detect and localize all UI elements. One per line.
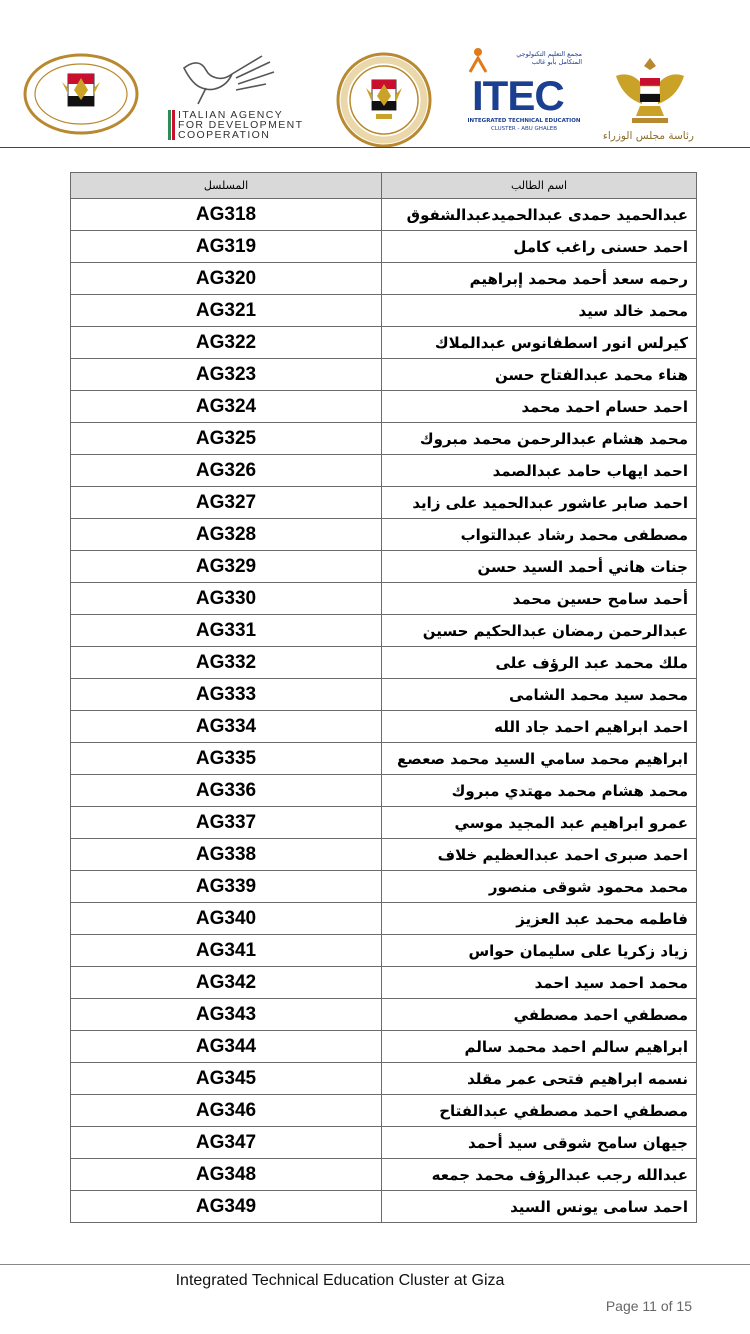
- student-name-cell: زياد زكريا على سليمان حواس: [382, 935, 697, 967]
- student-serial-cell: AG335: [71, 743, 382, 775]
- student-serial-cell: AG328: [71, 519, 382, 551]
- student-name-cell: عبدالله رجب عبدالرؤف محمد جمعه: [382, 1159, 697, 1191]
- table-row: [71, 775, 697, 807]
- footer-divider: [0, 1264, 750, 1265]
- table-row: [71, 1063, 697, 1095]
- italian-flag-green-bar: [168, 110, 171, 140]
- itec-arabic-name: مجمع التعليم التكنولوجي المتكامل بأبو غالب: [516, 50, 582, 66]
- student-name-cell: أحمد سامح حسين محمد: [382, 583, 697, 615]
- student-serial-cell: AG347: [71, 1127, 382, 1159]
- footer-title: Integrated Technical Education Cluster at Giza: [175, 1272, 505, 1289]
- table-row: [71, 327, 697, 359]
- student-serial-cell: AG322: [71, 327, 382, 359]
- column-header-student-name: اسم الطالب: [382, 173, 697, 199]
- table-row: [71, 743, 697, 775]
- table-row: [71, 871, 697, 903]
- student-serial-cell: AG344: [71, 1031, 382, 1063]
- student-serial-cell: AG318: [71, 199, 382, 231]
- student-serial-cell: AG340: [71, 903, 382, 935]
- table-row: [71, 935, 697, 967]
- student-name-cell: عبدالرحمن رمضان عبدالحكيم حسين: [382, 615, 697, 647]
- table-row: [71, 199, 697, 231]
- student-serial-cell: AG348: [71, 1159, 382, 1191]
- student-name-cell: احمد سامى يونس السيد: [382, 1191, 697, 1223]
- column-header-serial: المسلسل: [71, 173, 382, 199]
- student-name-cell: محمد خالد سيد: [382, 295, 697, 327]
- student-name-cell: مصطفي احمد مصطفي عبدالفتاح: [382, 1095, 697, 1127]
- table-row: [71, 519, 697, 551]
- itec-wordmark: ITEC: [472, 72, 564, 119]
- table-row: [71, 455, 697, 487]
- student-name-cell: محمد هشام عبدالرحمن محمد مبروك: [382, 423, 697, 455]
- table-row: [71, 679, 697, 711]
- table-row: [71, 1031, 697, 1063]
- student-serial-cell: AG330: [71, 583, 382, 615]
- student-serial-cell: AG345: [71, 1063, 382, 1095]
- table-row: [71, 903, 697, 935]
- document-header: [0, 0, 750, 148]
- table-row: [71, 583, 697, 615]
- student-serial-cell: AG343: [71, 999, 382, 1031]
- student-serial-cell: AG320: [71, 263, 382, 295]
- edu-fund-emblem-icon: [22, 52, 140, 136]
- table-row: [71, 839, 697, 871]
- student-serial-cell: AG333: [71, 679, 382, 711]
- table-row: [71, 1191, 697, 1223]
- student-serial-cell: AG336: [71, 775, 382, 807]
- student-name-cell: احمد ايهاب حامد عبدالصمد: [382, 455, 697, 487]
- italian-agency-line-2: FOR DEVELOPMENT: [178, 119, 304, 131]
- student-name-cell: احمد صابر عاشور عبدالحميد على زايد: [382, 487, 697, 519]
- table-row: [71, 807, 697, 839]
- students-table-body: [71, 199, 697, 1223]
- table-row: [71, 615, 697, 647]
- student-name-cell: ابراهيم محمد سامي السيد محمد صعصع: [382, 743, 697, 775]
- student-serial-cell: AG319: [71, 231, 382, 263]
- table-row: [71, 711, 697, 743]
- student-serial-cell: AG338: [71, 839, 382, 871]
- student-name-cell: محمد احمد سيد احمد: [382, 967, 697, 999]
- student-name-cell: احمد حسنى راغب كامل: [382, 231, 697, 263]
- ministry-seal-icon: [328, 52, 440, 148]
- student-name-cell: مصطفي احمد مصطفي: [382, 999, 697, 1031]
- table-row: [71, 423, 697, 455]
- table-row: [71, 487, 697, 519]
- italian-agency-line-3: COOPERATION: [178, 129, 271, 141]
- student-name-cell: مصطفى محمد رشاد عبدالتواب: [382, 519, 697, 551]
- student-name-cell: احمد صبرى احمد عبدالعظيم خلاف: [382, 839, 697, 871]
- itec-logo: [462, 42, 582, 146]
- table-row: [71, 231, 697, 263]
- student-serial-cell: AG346: [71, 1095, 382, 1127]
- student-name-cell: نسمه ابراهيم فتحى عمر مقلد: [382, 1063, 697, 1095]
- student-name-cell: عبدالحميد حمدى عبدالحميدعبدالشفوق: [382, 199, 697, 231]
- table-row: [71, 967, 697, 999]
- student-serial-cell: AG349: [71, 1191, 382, 1223]
- italian-flag-red-bar: [172, 110, 175, 140]
- student-name-cell: ملك محمد عبد الرؤف على: [382, 647, 697, 679]
- italian-agency-line-1: ITALIAN AGENCY: [178, 109, 284, 121]
- itec-subtitle-1: INTEGRATED TECHNICAL EDUCATION: [467, 118, 581, 124]
- student-serial-cell: AG326: [71, 455, 382, 487]
- student-serial-cell: AG339: [71, 871, 382, 903]
- ministry-international-cooperation-logo: [328, 52, 440, 148]
- italian-agency-text: [178, 110, 303, 140]
- students-table: [70, 172, 697, 1223]
- student-serial-cell: AG334: [71, 711, 382, 743]
- student-serial-cell: AG325: [71, 423, 382, 455]
- student-name-cell: رحمه سعد أحمد محمد إبراهيم: [382, 263, 697, 295]
- table-row: [71, 551, 697, 583]
- student-name-cell: محمد سيد محمد الشامى: [382, 679, 697, 711]
- student-serial-cell: AG342: [71, 967, 382, 999]
- student-serial-cell: AG341: [71, 935, 382, 967]
- student-serial-cell: AG329: [71, 551, 382, 583]
- table-row: [71, 359, 697, 391]
- table-header-row: [71, 173, 697, 199]
- student-serial-cell: AG321: [71, 295, 382, 327]
- prime-ministers-cabinet-logo: [602, 54, 694, 144]
- table-row: [71, 295, 697, 327]
- student-name-cell: ابراهيم سالم احمد محمد سالم: [382, 1031, 697, 1063]
- student-serial-cell: AG337: [71, 807, 382, 839]
- dove-icon: [166, 52, 296, 108]
- student-name-cell: عمرو ابراهيم عبد المجيد موسي: [382, 807, 697, 839]
- student-name-cell: فاطمه محمد عبد العزيز: [382, 903, 697, 935]
- table-row: [71, 1159, 697, 1191]
- itec-subtitle-2: CLUSTER - ABU GHALEB: [490, 126, 558, 132]
- table-row: [71, 1095, 697, 1127]
- page-number: Page 11 of 15: [605, 1298, 692, 1314]
- student-name-cell: هناء محمد عبدالفتاح حسن: [382, 359, 697, 391]
- student-serial-cell: AG323: [71, 359, 382, 391]
- student-name-cell: جنات هاني أحمد السيد حسن: [382, 551, 697, 583]
- student-name-cell: احمد حسام احمد محمد: [382, 391, 697, 423]
- student-serial-cell: AG324: [71, 391, 382, 423]
- header-divider: [0, 147, 750, 148]
- table-row: [71, 263, 697, 295]
- table-row: [71, 1127, 697, 1159]
- table-row: [71, 999, 697, 1031]
- student-serial-cell: AG327: [71, 487, 382, 519]
- prime-ministers-cabinet-text: رئاسة مجلس الوزراء: [602, 130, 694, 142]
- education-development-fund-logo: [22, 52, 140, 136]
- student-name-cell: محمد هشام محمد مهتدي مبروك: [382, 775, 697, 807]
- table-row: [71, 391, 697, 423]
- student-name-cell: كيرلس انور اسطفانوس عبدالملاك: [382, 327, 697, 359]
- italian-agency-logo: [166, 52, 308, 147]
- student-name-cell: محمد محمود شوقى منصور: [382, 871, 697, 903]
- student-name-cell: احمد ابراهيم احمد جاد الله: [382, 711, 697, 743]
- eagle-of-saladin-icon: [606, 54, 694, 130]
- student-name-cell: جيهان سامح شوقى سيد أحمد: [382, 1127, 697, 1159]
- table-row: [71, 647, 697, 679]
- student-serial-cell: AG332: [71, 647, 382, 679]
- student-serial-cell: AG331: [71, 615, 382, 647]
